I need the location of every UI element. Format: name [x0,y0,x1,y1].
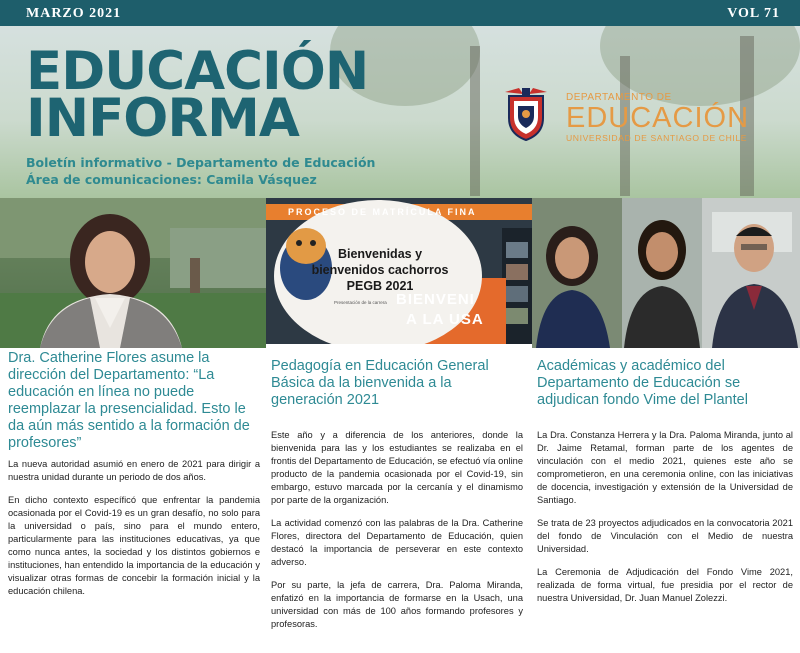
article-paragraph: Este año y a diferencia de los anteriores, donde la bienvenida para las y los estudiantes se realizaba en el frontis del Departamento de Educación, se efectuó vía online producto de la pandemia ocasionada por el Covid-19, sin embargo, estuvo marcada por la cercanía y el dinamismo por parte de la organización. [271,430,523,505]
welcome-big-line-2: A LA USA [406,311,484,328]
welcome-caption: Presentación de la carrera [334,300,387,305]
welcome-message [296,246,464,294]
article-paragraph: La nueva autoridad asumió en enero de 2021 para dirigir a nuestra unidad durante un periodo de dos años. [8,459,260,482]
article-headline: Académicas y académico del Departamento de Educación se adjudican fondo Vime del Plantel [537,358,748,408]
article-headline: Dra. Catherine Flores asume la dirección del Departamento: “La educación en línea no puede reemplazar la presencialidad. Esto le da aún más sentido a la formación de profesores” [8,350,250,451]
photo-director [0,198,266,348]
department-wordmark [566,92,749,143]
welcome-big-line-1: BIENVENI [396,291,475,308]
welcome-graphic [266,198,532,344]
university-crest-icon [503,86,549,142]
academics-portrait-icon [532,198,800,348]
welcome-line-1: Bienvenidas y [337,247,423,261]
issue-date: MARZO 2021 [26,6,122,21]
article-paragraph: La Dra. Constanza Herrera y la Dra. Paloma Miranda, junto al Dr. Jaime Retamal, forman parte de los agentes de vinculación con el medio 2021, quienes este año se comprometieron, en una ceremonia online, con las iniciativas de docencia, investigación y extensión de la Universidad de Santiago. [537,430,793,505]
article-body [8,458,260,598]
article-welcome [271,358,523,641]
article-paragraph: En dicho contexto específicó que enfrentar la pandemia ocasionada por el Covid-19 es un gran desafío, no solo para la universidad o país, sino para el mundo entero, particularmente para las instituciones educativas, ya que como nunca antes, la sociedad y los distintos gobiernos e instituciones, han entendido la importancia de la educación y visualizar otras formas de concebir la formación inicial y la educación chilena. [8,495,260,596]
article-paragraph: La actividad comenzó con las palabras de la Dra. Catherine Flores, directora del Departamento de Educación, quien destacó la importancia de perseverar en este contexto adverso. [271,518,523,567]
article-body [537,429,793,605]
issue-volume: VOL 71 [727,6,780,21]
article-body [271,429,523,631]
newsletter-title [26,41,369,149]
article-paragraph: Por su parte, la jefa de carrera, Dra. Paloma Miranda, enfatizó en la importancia de formarse en la Usach, una universidad con más de 100 años formando profesores y profesoras. [271,580,523,629]
subtitle-line-1: Boletín informativo - Departamento de Educación [26,155,376,170]
title-line-1: EDUCACIÓN [26,41,369,102]
department-line-1: DEPARTAMENTO DE [566,92,672,103]
department-line-2: EDUCACIÓN [566,102,750,134]
article-paragraph: Se trata de 23 proyectos adjudicados en la convocatoria 2021 del fondo de Vinculación con el Medio de nuestra Universidad. [537,518,793,554]
subtitle-line-2: Área de comunicaciones: Camila Vásquez [26,172,317,187]
masthead [0,26,800,198]
article-headline: Pedagogía en Educación General Básica da la bienvenida a la generación 2021 [271,358,489,408]
welcome-banner: PROCESO DE MATRÍCULA FINA [288,207,477,217]
welcome-big-text [396,290,484,330]
article-director [8,350,260,608]
welcome-line-2: bienvenidos cachorros [311,263,449,277]
director-portrait-icon [0,198,266,348]
top-bar [0,0,800,26]
department-line-3: UNIVERSIDAD DE SANTIAGO DE CHILE [566,133,748,143]
article-paragraph: La Ceremonia de Adjudicación del Fondo Vime 2021, realizada de forma virtual, fue presidia por el rector de nuestra Universidad, Dr. Juan Manuel Zolezzi. [537,567,793,603]
photo-academics [532,198,800,348]
newsletter-subtitle [26,154,375,188]
title-line-2: INFORMA [26,88,299,149]
article-vime [537,358,793,615]
welcome-line-3: PEGB 2021 [346,279,414,293]
